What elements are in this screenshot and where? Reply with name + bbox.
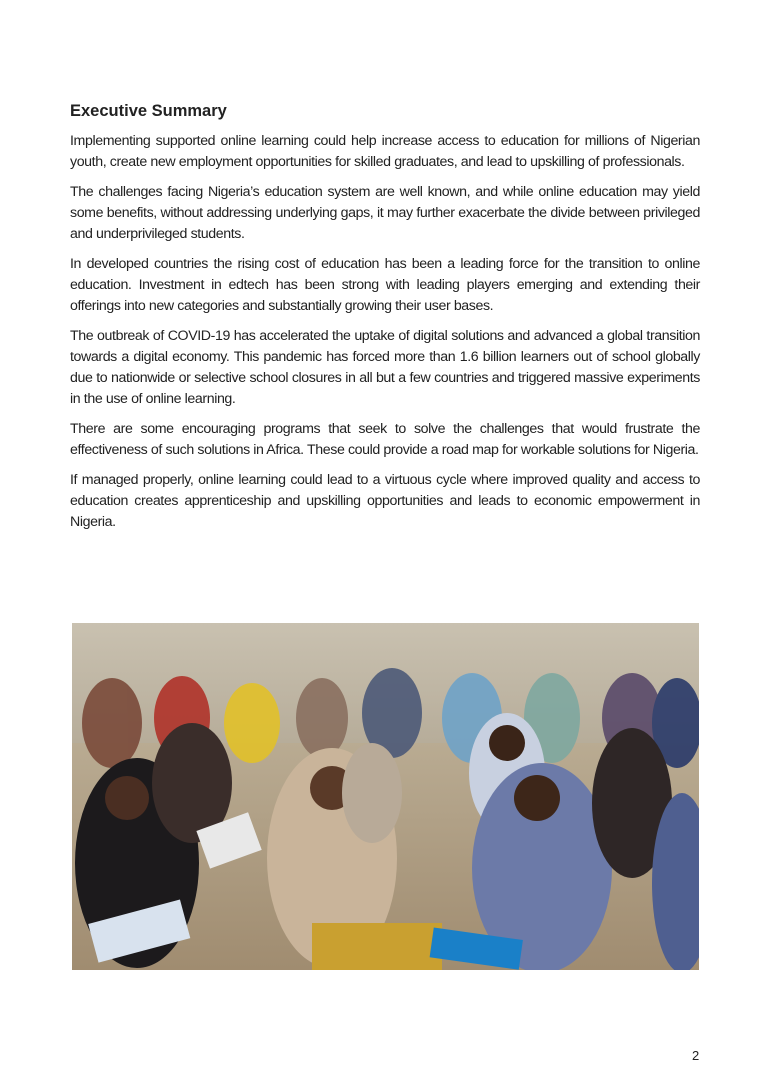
paragraph: In developed countries the rising cost of education has been a leading force for the transition to online education. Investment in edtech has been strong with leading players emerging and extending their offerings into new categories and substantially growing their user bases. [70, 256, 700, 314]
paragraph: There are some encouraging programs that seek to solve the challenges that would frustrate the effectiveness of such solutions in Africa. These could provide a road map for workable solutions for Nigeria. [70, 421, 700, 458]
page-number: 2 [692, 1048, 700, 1063]
paragraph: The challenges facing Nigeria’s education system are well known, and while online education may yield some benefits, without addressing underlying gaps, it may further exacerbate the divide between privileged and underprivileged students. [70, 184, 700, 242]
classroom-photo [72, 623, 699, 970]
paragraph: The outbreak of COVID-19 has accelerated the uptake of digital solutions and advanced a global transition towards a digital economy. This pandemic has forced more than 1.6 billion learners out of school globally due to nationwide or selective school closures in all but a few countries and triggered massive experiments in the use of online learning. [70, 328, 700, 407]
paragraph: Implementing supported online learning could help increase access to education for millions of Nigerian youth, create new employment opportunities for skilled graduates, and lead to upskilling of professionals. [70, 133, 700, 170]
paragraph: If managed properly, online learning could lead to a virtuous cycle where improved quality and access to education creates apprenticeship and upskilling opportunities and leads to economic empowerment in Nigeria. [70, 472, 700, 530]
executive-summary-section [70, 100, 700, 542]
section-heading: Executive Summary [70, 102, 227, 120]
